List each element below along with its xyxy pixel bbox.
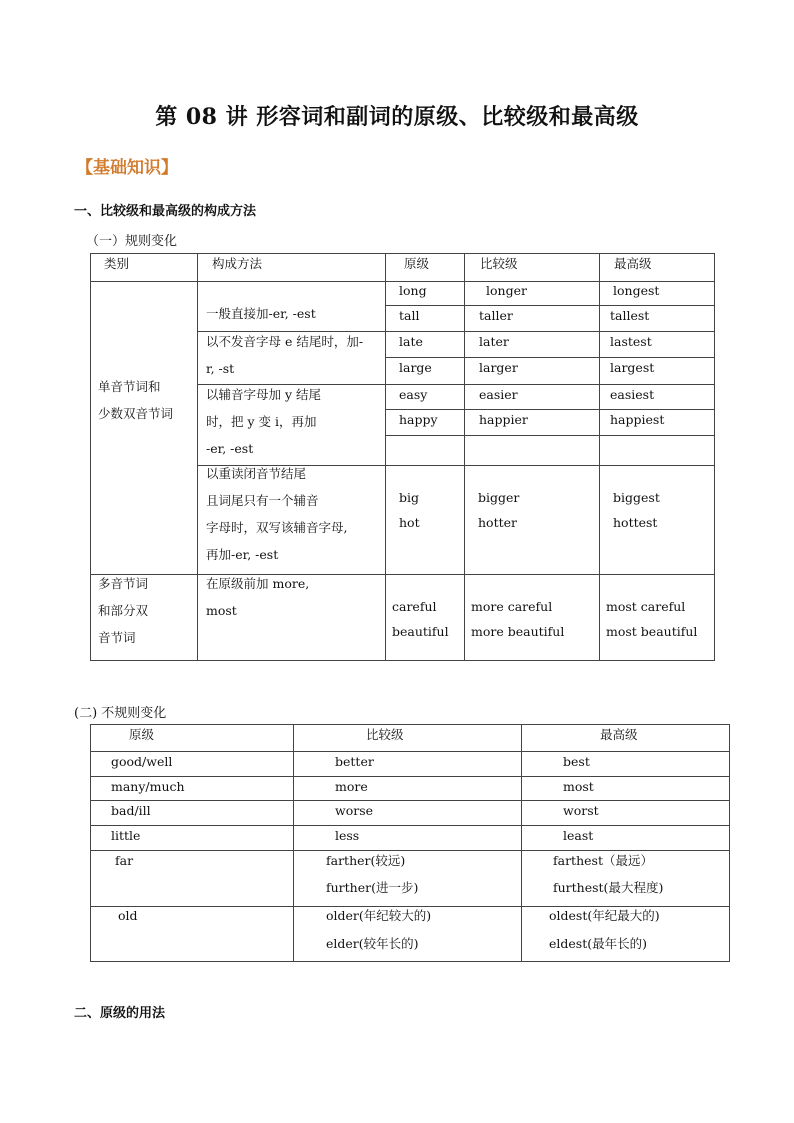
double-positive-2: hot [399, 515, 420, 530]
irr-far-positive: far [115, 853, 134, 868]
multi-positive-2: beautiful [392, 624, 449, 639]
category-polysyllabic-line2: 和部分双 [98, 603, 149, 618]
irr-row1-superlative: best [563, 754, 590, 769]
category-polysyllabic-line1: 多音节词 [98, 576, 149, 591]
irr-row3-superlative: worst [563, 803, 599, 818]
row1-comparative: longer [486, 283, 527, 298]
double-superlative-1: biggest [613, 490, 660, 505]
irr-far-comparative-2: further(进一步) [326, 880, 419, 895]
row4-positive: large [399, 360, 432, 375]
category-monosyllabic-line1: 单音节词和 [98, 379, 161, 394]
double-superlative-2: hottest [613, 515, 658, 530]
row4-superlative: largest [610, 360, 655, 375]
row5-positive: easy [399, 387, 428, 402]
method-y-line1: 以辅音字母加 y 结尾 [206, 387, 322, 402]
irr-row3-comparative: worse [335, 803, 374, 818]
multi-superlative-1: most careful [606, 599, 686, 614]
irr-header-comparative: 比较级 [366, 727, 404, 742]
heading-positive-usage: 二、原级的用法 [74, 1006, 166, 1021]
category-monosyllabic-line2: 少数双音节词 [98, 406, 174, 421]
irr-far-comparative-1: farther(较远) [326, 853, 406, 868]
row1-superlative: longest [613, 283, 660, 298]
irr-old-comparative-1: older(年纪较大的) [326, 908, 432, 923]
irr-row4-comparative: less [335, 828, 360, 843]
row3-positive: late [399, 334, 423, 349]
multi-comparative-2: more beautiful [471, 624, 565, 639]
irr-old-positive: old [118, 908, 138, 923]
row3-superlative: lastest [610, 334, 652, 349]
multi-comparative-1: more careful [471, 599, 553, 614]
multi-positive-1: careful [392, 599, 437, 614]
subheading-irregular: (二) 不规则变化 [74, 706, 167, 721]
row4-comparative: larger [479, 360, 518, 375]
row5-comparative: easier [479, 387, 518, 402]
heading-formation: 一、比较级和最高级的构成方法 [74, 204, 257, 219]
irr-row2-superlative: most [563, 779, 594, 794]
irr-row1-positive: good/well [111, 754, 173, 769]
irr-row4-superlative: least [563, 828, 594, 843]
method-y-line2: 时，把 y 变 i，再加 [206, 414, 317, 429]
page-title: 第 08 讲 形容词和副词的原级、比较级和最高级 [155, 104, 639, 130]
irr-row2-comparative: more [335, 779, 368, 794]
header-comparative: 比较级 [480, 256, 518, 271]
irr-far-superlative-1: farthest（最远） [553, 853, 653, 868]
multi-superlative-2: most beautiful [606, 624, 698, 639]
row2-positive: tall [399, 308, 420, 323]
irr-old-superlative-1: oldest(年纪最大的) [549, 908, 660, 923]
irr-row4-positive: little [111, 828, 141, 843]
irr-row1-comparative: better [335, 754, 374, 769]
double-comparative-1: bigger [478, 490, 520, 505]
header-positive: 原级 [404, 256, 430, 271]
method-more-most-line2: most [206, 603, 237, 618]
irr-row3-positive: bad/ill [111, 803, 151, 818]
method-double-line4: 再加-er, -est [206, 547, 279, 562]
header-category: 类别 [104, 256, 130, 271]
irr-old-superlative-2: eldest(最年长的) [549, 936, 647, 951]
method-silent-e-line2: r, -st [206, 361, 235, 376]
row2-comparative: taller [479, 308, 513, 323]
method-y-line3: -er, -est [206, 441, 254, 456]
method-direct: 一般直接加-er, -est [206, 306, 316, 321]
method-more-most-line1: 在原级前加 more, [206, 576, 310, 591]
row6-positive: happy [399, 412, 438, 427]
section-tag: 【基础知识】 [76, 158, 178, 178]
method-double-line3: 字母时，双写该辅音字母, [206, 520, 348, 535]
row3-comparative: later [479, 334, 509, 349]
irr-row2-positive: many/much [111, 779, 185, 794]
method-silent-e-line1: 以不发音字母 e 结尾时，加- [206, 334, 364, 349]
row6-superlative: happiest [610, 412, 665, 427]
method-double-line2: 且词尾只有一个辅音 [206, 493, 319, 508]
row2-superlative: tallest [610, 308, 650, 323]
row5-superlative: easiest [610, 387, 655, 402]
irr-far-superlative-2: furthest(最大程度) [553, 880, 664, 895]
header-superlative: 最高级 [614, 256, 652, 271]
row1-positive: long [399, 283, 427, 298]
category-polysyllabic-line3: 音节词 [98, 630, 136, 645]
header-method: 构成方法 [212, 256, 263, 271]
subheading-regular: （一）规则变化 [86, 234, 178, 249]
irr-header-positive: 原级 [129, 727, 155, 742]
irr-header-superlative: 最高级 [600, 727, 638, 742]
double-positive-1: big [399, 490, 420, 505]
double-comparative-2: hotter [478, 515, 517, 530]
irr-old-comparative-2: elder(较年长的) [326, 936, 419, 951]
row6-comparative: happier [479, 412, 528, 427]
method-double-line1: 以重读闭音节结尾 [206, 466, 307, 481]
